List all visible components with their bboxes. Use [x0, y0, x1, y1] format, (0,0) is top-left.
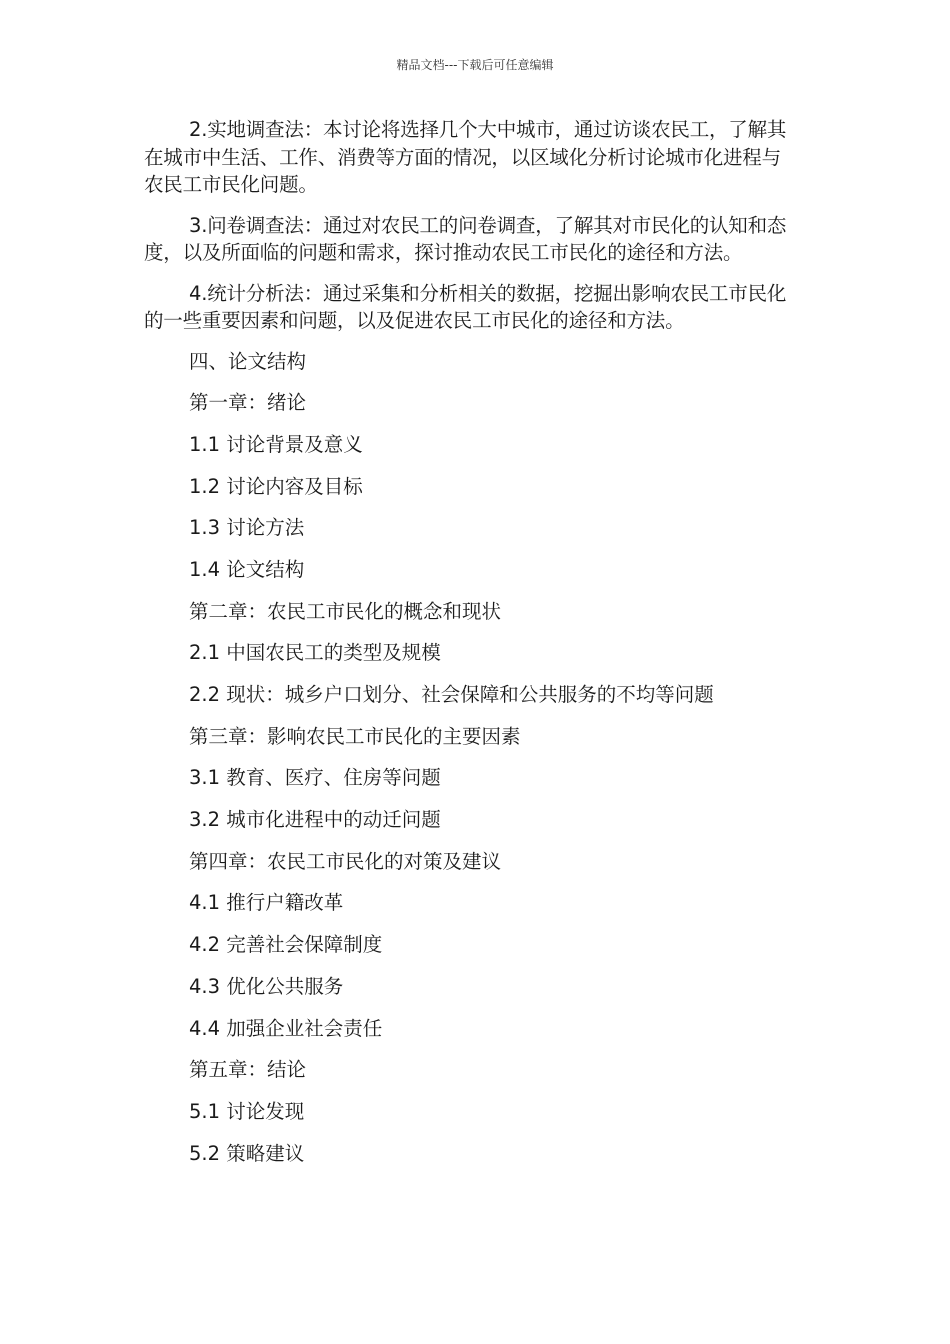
page-header: 精品文档---下载后可任意编辑 [396, 58, 554, 72]
thesis-outline [144, 348, 794, 1182]
outline-item: 5.2 策略建议 [189, 1141, 305, 1165]
paragraph-questionnaire: 3.问卷调查法：通过对农民工的问卷调查，了解其对市民化的认知和态度，以及所面临的问题和需求，探讨推动农民工市民化的途径和方法。 [144, 213, 787, 264]
outline-item: 3.2 城市化进程中的动迁问题 [189, 808, 441, 832]
chapter-heading: 第一章：绪论 [189, 391, 307, 415]
section-heading: 四、论文结构 [189, 349, 307, 373]
outline-item: 5.1 讨论发现 [189, 1099, 305, 1123]
outline-item: 1.4 论文结构 [189, 557, 305, 581]
paragraph-field-survey: 2.实地调查法：本讨论将选择几个大中城市，通过访谈农民工，了解其在城市中生活、工作、消费等方面的情况，以区域化分析讨论城市化进程与农民工市民化问题。 [144, 118, 787, 196]
chapter-heading: 第三章：影响农民工市民化的主要因素 [189, 724, 521, 748]
outline-item: 4.1 推行户籍改革 [189, 891, 344, 915]
outline-item: 2.2 现状：城乡户口划分、社会保障和公共服务的不均等问题 [189, 683, 714, 706]
outline-item: 4.2 完善社会保障制度 [189, 933, 383, 957]
chapter-heading: 第四章：农民工市民化的对策及建议 [189, 849, 502, 873]
outline-item: 2.1 中国农民工的类型及规模 [189, 641, 441, 665]
outline-item: 4.4 加强企业社会责任 [189, 1016, 383, 1040]
outline-item: 4.3 优化公共服务 [189, 974, 344, 998]
outline-item: 1.1 讨论背景及意义 [189, 432, 363, 456]
outline-item: 1.2 讨论内容及目标 [189, 474, 363, 498]
outline-item: 3.1 教育、医疗、住房等问题 [189, 766, 441, 790]
chapter-heading: 第二章：农民工市民化的概念和现状 [189, 599, 502, 623]
chapter-heading: 第五章：结论 [189, 1058, 307, 1082]
paragraph-statistics: 4.统计分析法：通过采集和分析相关的数据，挖掘出影响农民工市民化的一些重要因素和问题，以及促进农民工市民化的途径和方法。 [144, 281, 787, 332]
outline-item: 1.3 讨论方法 [189, 516, 305, 540]
document-body [144, 116, 794, 1181]
